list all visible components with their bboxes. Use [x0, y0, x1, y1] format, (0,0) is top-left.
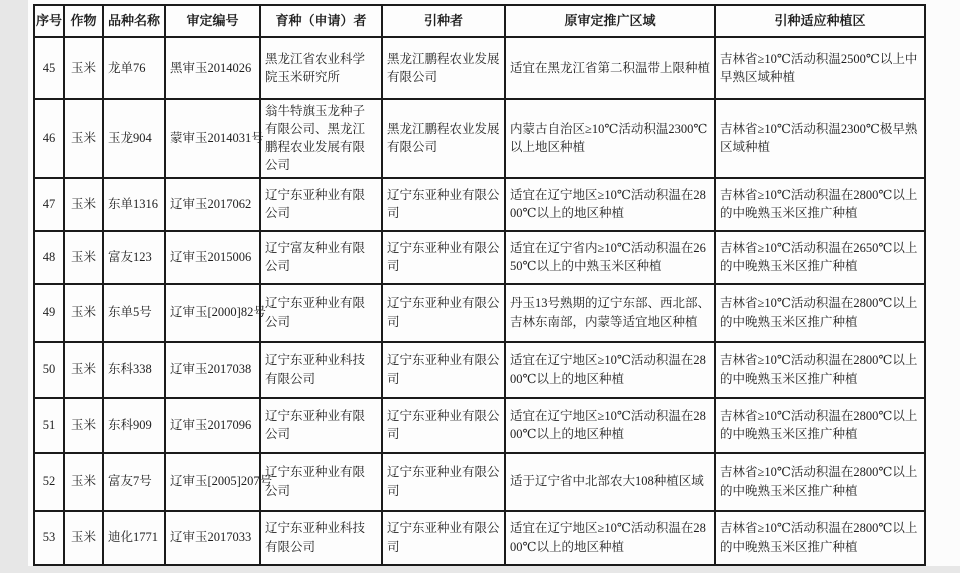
table-row	[34, 231, 925, 284]
cell-introducer: 辽宁东亚种业有限公司	[382, 284, 505, 342]
cell-introducer: 辽宁东亚种业有限公司	[382, 178, 505, 231]
cell-adapted-region: 吉林省≥10℃活动积温2300℃极早熟区域种植	[715, 99, 925, 178]
cell-variety: 富友7号	[103, 453, 165, 511]
cell-breeder: 辽宁东亚种业有限公司	[260, 284, 382, 342]
cell-seq: 45	[34, 37, 64, 99]
cell-breeder: 辽宁富友种业有限公司	[260, 231, 382, 284]
cell-introducer: 辽宁东亚种业有限公司	[382, 398, 505, 453]
cell-variety: 富友123	[103, 231, 165, 284]
cell-seq: 48	[34, 231, 64, 284]
cell-introducer: 辽宁东亚种业有限公司	[382, 342, 505, 398]
cell-seq: 47	[34, 178, 64, 231]
cell-approval-no: 辽审玉2017062	[165, 178, 260, 231]
cell-original-region: 适宜在辽宁省内≥10℃活动积温在2650℃以上的中熟玉米区种植	[505, 231, 715, 284]
cell-variety: 东科338	[103, 342, 165, 398]
cell-breeder: 辽宁东亚种业有限公司	[260, 453, 382, 511]
cell-breeder: 辽宁东亚种业科技有限公司	[260, 511, 382, 565]
table-row	[34, 178, 925, 231]
cell-introducer: 黑龙江鹏程农业发展有限公司	[382, 99, 505, 178]
header-seq: 序号	[34, 5, 64, 37]
cell-approval-no: 辽审玉2017096	[165, 398, 260, 453]
table-row	[34, 342, 925, 398]
cell-approval-no: 辽审玉2017033	[165, 511, 260, 565]
cell-seq: 52	[34, 453, 64, 511]
cell-seq: 46	[34, 99, 64, 178]
header-original-region: 原审定推广区域	[505, 5, 715, 37]
cell-adapted-region: 吉林省≥10℃活动积温在2650℃以上的中晚熟玉米区推广种植	[715, 231, 925, 284]
cell-approval-no: 蒙审玉2014031号	[165, 99, 260, 178]
cell-seq: 49	[34, 284, 64, 342]
table-row	[34, 37, 925, 99]
header-crop: 作物	[64, 5, 103, 37]
cell-original-region: 适宜在辽宁地区≥10℃活动积温在2800℃以上的地区种植	[505, 398, 715, 453]
header-introducer: 引种者	[382, 5, 505, 37]
header-adapted-region: 引种适应种植区	[715, 5, 925, 37]
cell-crop: 玉米	[64, 178, 103, 231]
cell-crop: 玉米	[64, 398, 103, 453]
cell-approval-no: 辽审玉[2005]207号	[165, 453, 260, 511]
scanned-document-page	[28, 0, 960, 566]
cell-adapted-region: 吉林省≥10℃活动积温在2800℃以上的中晚熟玉米区推广种植	[715, 453, 925, 511]
cell-breeder: 辽宁东亚种业有限公司	[260, 398, 382, 453]
table-row	[34, 398, 925, 453]
cell-crop: 玉米	[64, 37, 103, 99]
table-header-row	[34, 5, 925, 37]
header-approval-no: 审定编号	[165, 5, 260, 37]
cell-variety: 玉龙904	[103, 99, 165, 178]
cell-approval-no: 辽审玉[2000]82号	[165, 284, 260, 342]
cell-crop: 玉米	[64, 342, 103, 398]
cell-seq: 53	[34, 511, 64, 565]
cell-variety: 东单5号	[103, 284, 165, 342]
cell-adapted-region: 吉林省≥10℃活动积温在2800℃以上的中晚熟玉米区推广种植	[715, 178, 925, 231]
cell-approval-no: 辽审玉2017038	[165, 342, 260, 398]
cell-original-region: 内蒙古自治区≥10℃活动积温2300℃以上地区种植	[505, 99, 715, 178]
cell-variety: 龙单76	[103, 37, 165, 99]
cell-introducer: 辽宁东亚种业有限公司	[382, 453, 505, 511]
variety-introduction-table	[33, 4, 926, 566]
cell-crop: 玉米	[64, 511, 103, 565]
cell-breeder: 翁牛特旗玉龙种子有限公司、黑龙江鹏程农业发展有限公司	[260, 99, 382, 178]
cell-original-region: 丹玉13号熟期的辽宁东部、西北部、吉林东南部，内蒙等适宜地区种植	[505, 284, 715, 342]
cell-introducer: 辽宁东亚种业有限公司	[382, 231, 505, 284]
cell-original-region: 适宜在辽宁地区≥10℃活动积温在2800℃以上的地区种植	[505, 342, 715, 398]
table-row	[34, 284, 925, 342]
cell-approval-no: 辽审玉2015006	[165, 231, 260, 284]
table-row	[34, 511, 925, 565]
table-row	[34, 99, 925, 178]
cell-seq: 50	[34, 342, 64, 398]
cell-original-region: 适宜在辽宁地区≥10℃活动积温在2800℃以上的地区种植	[505, 178, 715, 231]
cell-variety: 东单1316	[103, 178, 165, 231]
cell-crop: 玉米	[64, 231, 103, 284]
cell-original-region: 适于辽宁省中北部农大108种植区域	[505, 453, 715, 511]
cell-breeder: 辽宁东亚种业有限公司	[260, 178, 382, 231]
cell-breeder: 黑龙江省农业科学院玉米研究所	[260, 37, 382, 99]
cell-approval-no: 黑审玉2014026	[165, 37, 260, 99]
header-breeder: 育种（申请）者	[260, 5, 382, 37]
cell-introducer: 辽宁东亚种业有限公司	[382, 511, 505, 565]
cell-variety: 东科909	[103, 398, 165, 453]
cell-crop: 玉米	[64, 453, 103, 511]
cell-breeder: 辽宁东亚种业科技有限公司	[260, 342, 382, 398]
header-variety: 品种名称	[103, 5, 165, 37]
cell-crop: 玉米	[64, 284, 103, 342]
cell-introducer: 黑龙江鹏程农业发展有限公司	[382, 37, 505, 99]
cell-original-region: 适宜在黑龙江省第二积温带上限种植	[505, 37, 715, 99]
cell-adapted-region: 吉林省≥10℃活动积温在2800℃以上的中晚熟玉米区推广种植	[715, 398, 925, 453]
cell-seq: 51	[34, 398, 64, 453]
cell-adapted-region: 吉林省≥10℃活动积温在2800℃以上的中晚熟玉米区推广种植	[715, 342, 925, 398]
cell-original-region: 适宜在辽宁地区≥10℃活动积温在2800℃以上的地区种植	[505, 511, 715, 565]
cell-crop: 玉米	[64, 99, 103, 178]
cell-adapted-region: 吉林省≥10℃活动积温2500℃以上中早熟区域种植	[715, 37, 925, 99]
cell-variety: 迪化1771	[103, 511, 165, 565]
table-row	[34, 453, 925, 511]
cell-adapted-region: 吉林省≥10℃活动积温在2800℃以上的中晚熟玉米区推广种植	[715, 511, 925, 565]
cell-adapted-region: 吉林省≥10℃活动积温在2800℃以上的中晚熟玉米区推广种植	[715, 284, 925, 342]
